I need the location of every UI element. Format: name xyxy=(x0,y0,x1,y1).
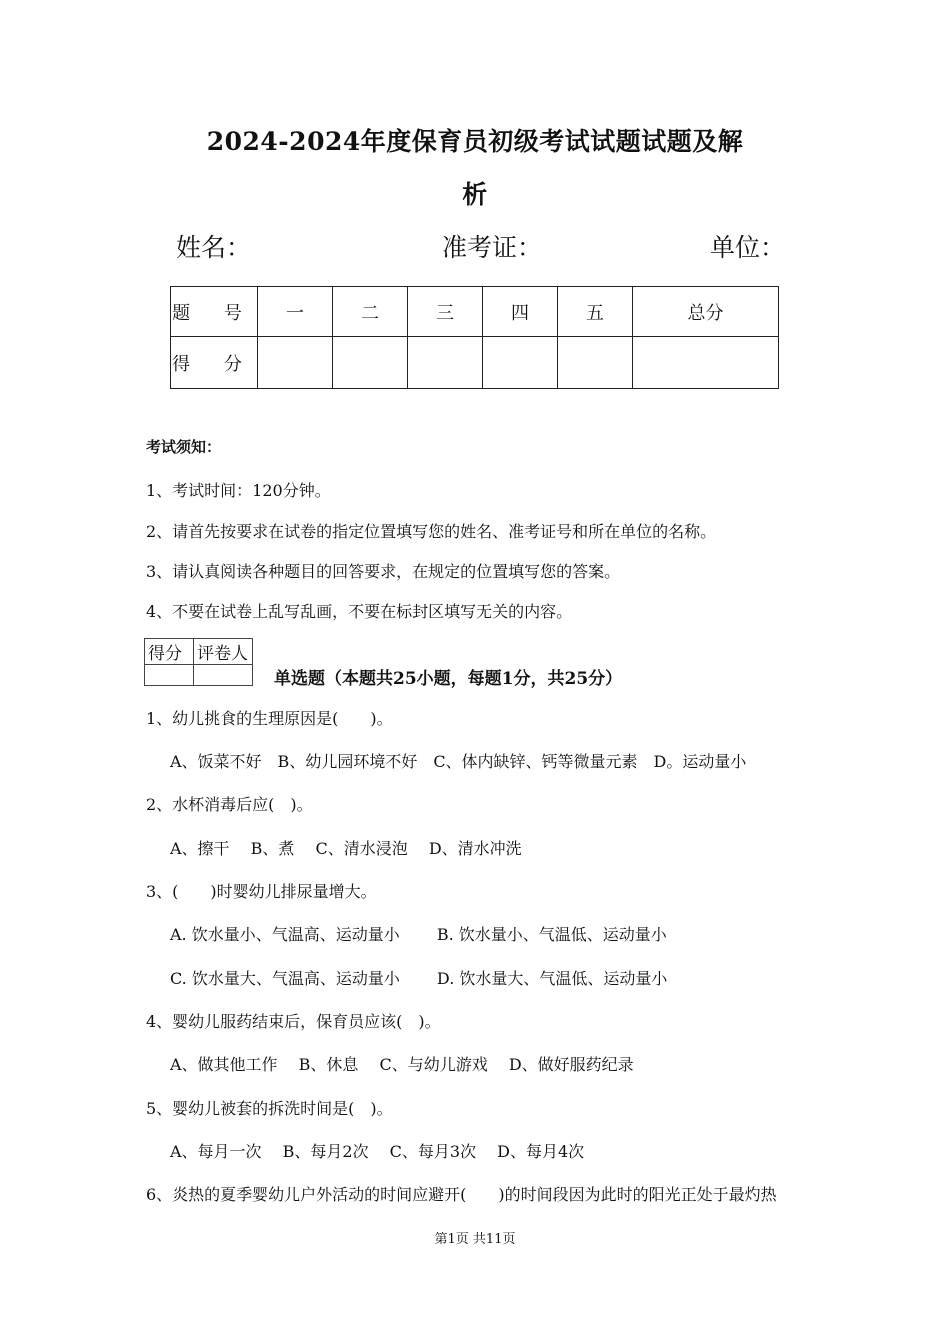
grader-table-score-label: 得分 xyxy=(145,639,194,665)
notice-item: 3、请认真阅读各种题目的回答要求，在规定的位置填写您的答案。 xyxy=(146,562,621,581)
score-cell xyxy=(482,337,557,389)
document-title-continued: 析 xyxy=(462,180,488,209)
notice-heading: 考试须知： xyxy=(146,438,222,456)
question-options: C. 饮水量大、气温高、运动量小 D. 饮水量大、气温低、运动量小 xyxy=(170,969,668,988)
score-table xyxy=(170,286,779,389)
grader-table-grader-label: 评卷人 xyxy=(194,639,253,665)
notice-item: 2、请首先按要求在试卷的指定位置填写您的姓名、准考证号和所在单位的名称。 xyxy=(146,522,717,541)
candidate-info-fields xyxy=(176,228,786,264)
grader-name-cell xyxy=(194,665,253,686)
name-field-label: 姓名： xyxy=(176,233,252,262)
score-cell xyxy=(557,337,632,389)
notice-item: 1、考试时间：120分钟。 xyxy=(146,481,331,500)
grader-table-header-row xyxy=(145,639,253,665)
question-options: A、擦干 B、煮 C、清水浸泡 D、清水冲洗 xyxy=(170,839,522,858)
question-text: 2、水杯消毒后应( )。 xyxy=(146,795,313,814)
question-text: 3、( )时婴幼儿排尿量增大。 xyxy=(146,882,377,901)
question-text: 4、婴幼儿服药结束后，保育员应该( )。 xyxy=(146,1012,441,1031)
notice-item: 4、不要在试卷上乱写乱画，不要在标封区填写无关的内容。 xyxy=(146,602,573,621)
question-text: 5、婴幼儿被套的拆洗时间是( )。 xyxy=(146,1099,393,1118)
document-title: 2024-2024年度保育员初级考试试题试题及解 xyxy=(206,127,744,156)
score-table-header-cell: 总分 xyxy=(632,287,778,337)
score-table-header-cell: 四 xyxy=(482,287,557,337)
question-options: A、饭菜不好 B、幼儿园环境不好 C、体内缺锌、钙等微量元素 D。运动量小 xyxy=(170,752,747,771)
grader-table xyxy=(144,638,253,686)
score-table-header-row xyxy=(171,287,779,337)
unit-field-label: 单位： xyxy=(710,233,786,262)
score-table-score-row xyxy=(171,337,779,389)
score-cell xyxy=(258,337,333,389)
grader-table-blank-row xyxy=(145,665,253,686)
score-table-header-cell: 五 xyxy=(557,287,632,337)
score-cell xyxy=(332,337,407,389)
score-cell xyxy=(407,337,482,389)
score-table-header-cell: 题 号 xyxy=(171,287,258,337)
question-text: 6、炎热的夏季婴幼儿户外活动的时间应避开( )的时间段因为此时的阳光正处于最灼热 xyxy=(146,1185,777,1204)
score-table-header-cell: 二 xyxy=(332,287,407,337)
score-table-header-cell: 一 xyxy=(258,287,333,337)
question-options: A、做其他工作 B、休息 C、与幼儿游戏 D、做好服药纪录 xyxy=(170,1055,634,1074)
grader-score-cell xyxy=(145,665,194,686)
score-row-label: 得 分 xyxy=(171,337,258,389)
exam-id-field-label: 准考证： xyxy=(442,233,543,262)
score-table-header-cell: 三 xyxy=(407,287,482,337)
page-footer: 第1页 共11页 xyxy=(434,1232,516,1247)
question-options: A. 饮水量小、气温高、运动量小 B. 饮水量小、气温低、运动量小 xyxy=(170,925,667,944)
question-options: A、每月一次 B、每月2次 C、每月3次 D、每月4次 xyxy=(170,1142,585,1161)
section-title: 单选题（本题共25小题，每题1分，共25分） xyxy=(274,669,623,689)
score-cell xyxy=(632,337,778,389)
question-text: 1、幼儿挑食的生理原因是( )。 xyxy=(146,709,393,728)
